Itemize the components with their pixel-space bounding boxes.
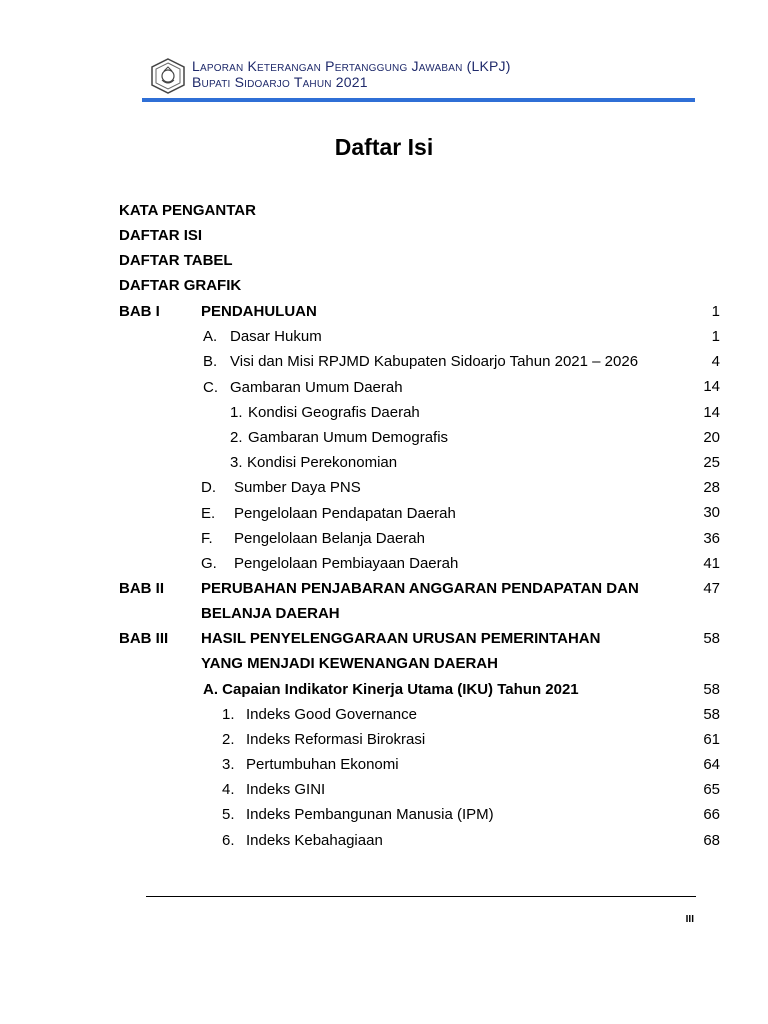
bab1-item-text: Visi dan Misi RPJMD Kabupaten Sidoarjo Tahun 2021 – 2026 (230, 353, 639, 370)
bab1-item-page: 1 (711, 328, 720, 345)
bab1-item-text: Sumber Daya PNS (234, 479, 361, 496)
toc-daftar-tabel: DAFTAR TABEL (119, 252, 233, 269)
bab1-item-marker: F. (201, 530, 213, 547)
bab3-section-a-page: 58 (703, 681, 720, 698)
bab1-subitem-text: Gambaran Umum Demografis (248, 429, 449, 446)
bab1-subitem-marker: 1. (230, 404, 243, 421)
bab2-page: 47 (703, 580, 720, 597)
bab3-item-marker: 3. (222, 756, 235, 773)
bab3-item-text: Indeks Kebahagiaan (246, 832, 383, 849)
bab3-item-marker: 2. (222, 731, 235, 748)
bab1-subitem-page: 14 (703, 404, 720, 421)
bab1-item-text: Pengelolaan Pembiayaan Daerah (234, 555, 459, 572)
bab1-item-marker: C. (203, 379, 218, 396)
bab1-title: PENDAHULUAN (201, 303, 317, 320)
toc-daftar-isi: DAFTAR ISI (119, 227, 203, 244)
bab3-item-page: 66 (703, 806, 720, 823)
bab1-subitem-text: Kondisi Geografis Daerah (248, 404, 420, 421)
bab1-subitem-page: 25 (703, 454, 720, 471)
bab3-item-text: Indeks GINI (246, 781, 326, 798)
page-title: Daftar Isi (334, 134, 434, 160)
bab3-item-page: 68 (703, 832, 720, 849)
bab3-item-page: 65 (703, 781, 720, 798)
toc-kata-pengantar: KATA PENGANTAR (119, 202, 256, 219)
bab3-item-text: Pertumbuhan Ekonomi (246, 756, 399, 773)
bab1-item-page: 36 (703, 530, 720, 547)
bab3-item-page: 64 (703, 756, 720, 773)
bab3-label: BAB III (119, 630, 169, 647)
bab1-label: BAB I (119, 303, 160, 320)
page-header (150, 56, 696, 104)
bab2-label: BAB II (119, 580, 164, 597)
bab1-subitem-text: Kondisi Perekonomian (247, 454, 398, 471)
bab1-subitem-marker: 2. (230, 429, 243, 446)
bab1-item-text: Dasar Hukum (230, 328, 322, 345)
sidoarjo-emblem-icon (150, 58, 186, 94)
bab1-subitem-page: 20 (703, 429, 720, 446)
bab2-title-line1: PERUBAHAN PENJABARAN ANGGARAN PENDAPATAN DAN (201, 580, 639, 597)
bab3-page: 58 (703, 630, 720, 647)
bab1-item-page: 30 (703, 504, 720, 521)
bab3-item-page: 61 (703, 731, 720, 748)
bab2-title-line2: BELANJA DAERAH (201, 605, 340, 622)
bab3-title-line2: YANG MENJADI KEWENANGAN DAERAH (201, 655, 498, 672)
bab3-item-page: 58 (703, 706, 720, 723)
bab3-title-line1: HASIL PENYELENGGARAAN URUSAN PEMERINTAHAN (201, 630, 601, 647)
footer-divider (146, 896, 696, 897)
header-subtitle: Bupati Sidoarjo Tahun 2021 (192, 74, 368, 90)
bab3-item-marker: 6. (222, 832, 235, 849)
bab1-item-text: Pengelolaan Pendapatan Daerah (234, 505, 456, 522)
bab3-item-marker: 4. (222, 781, 235, 798)
bab1-item-text: Pengelolaan Belanja Daerah (234, 530, 425, 547)
header-divider (142, 98, 695, 102)
bab3-item-text: Indeks Pembangunan Manusia (IPM) (246, 806, 494, 823)
bab1-item-marker: D. (201, 479, 216, 496)
bab3-item-text: Indeks Good Governance (246, 706, 417, 723)
header-title: Laporan Keterangan Pertanggung Jawaban (LKPJ) (192, 58, 511, 74)
bab1-item-marker: G. (201, 555, 217, 572)
bab1-item-marker: B. (203, 353, 218, 370)
bab1-page: 1 (711, 303, 720, 320)
bab3-item-marker: 1. (222, 706, 235, 723)
page-number: III (685, 914, 694, 925)
bab1-item-marker: E. (201, 505, 216, 522)
bab3-item-marker: 5. (222, 806, 235, 823)
toc-daftar-grafik: DAFTAR GRAFIK (119, 277, 242, 294)
bab3-section-a: A. Capaian Indikator Kinerja Utama (IKU) Tahun 2021 (203, 681, 579, 698)
bab1-item-marker: A. (203, 328, 218, 345)
bab1-item-page: 4 (711, 353, 720, 370)
bab1-item-page: 41 (703, 555, 720, 572)
bab1-item-page: 14 (703, 378, 720, 395)
bab3-item-text: Indeks Reformasi Birokrasi (246, 731, 426, 748)
bab1-item-text: Gambaran Umum Daerah (230, 379, 403, 396)
bab1-item-page: 28 (703, 479, 720, 496)
bab1-subitem-marker: 3. (230, 454, 243, 471)
